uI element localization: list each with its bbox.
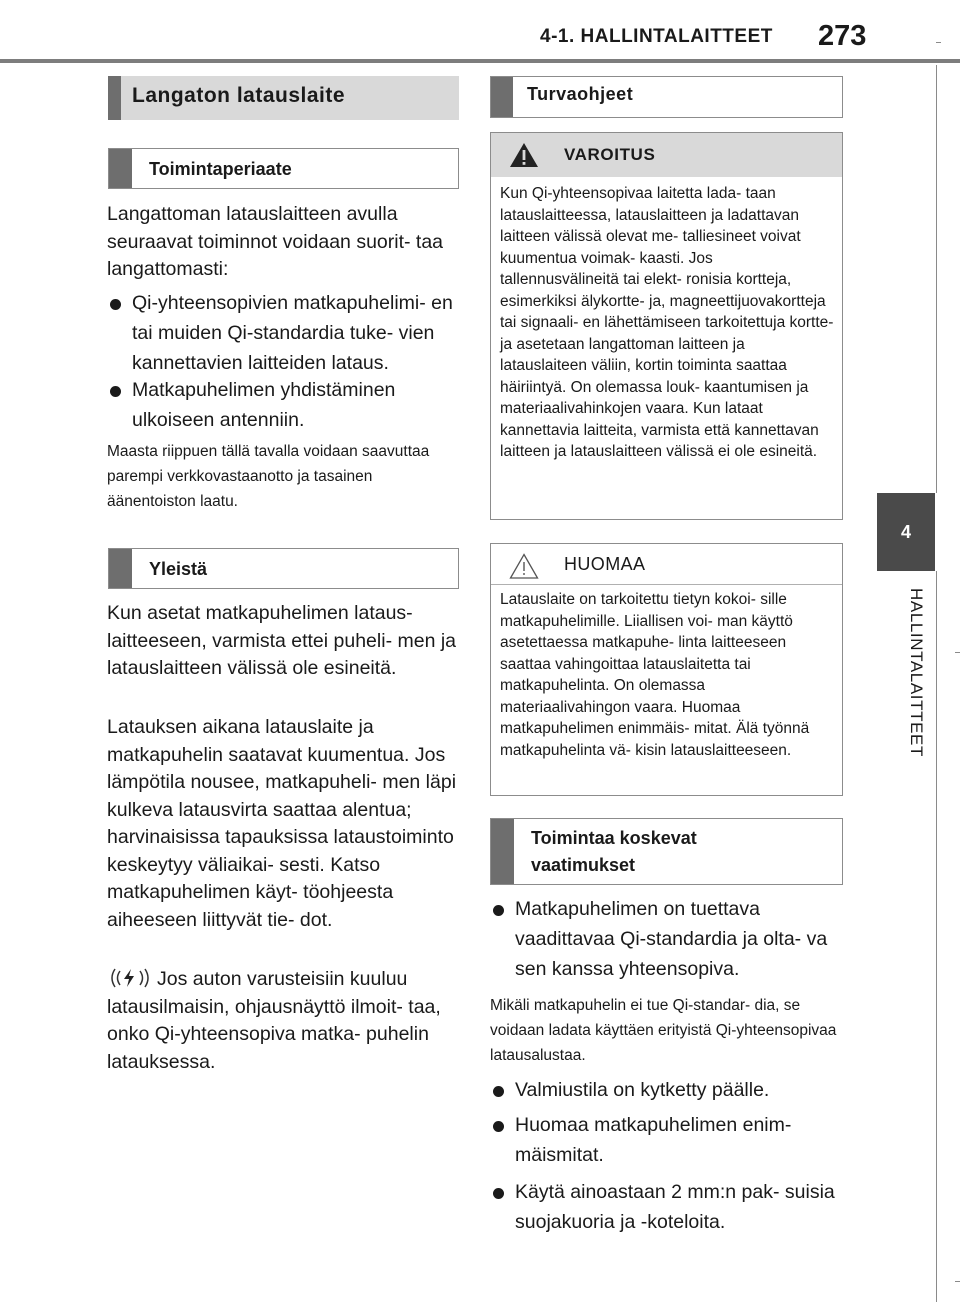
bullet-dot <box>110 386 121 397</box>
subheading-requirements <box>490 818 843 885</box>
general-paragraph-1: Kun asetat matkapuhelimen lataus- laitteeseen, varmista ettei puheli- men ja latauslaitteen välissä ole esineitä. <box>107 602 457 679</box>
general-paragraph-3: Jos auton varusteisiin kuuluu latausilmaisin, ohjausnäyttö ilmoit- taa, onko Qi-yhteensopiva matka- puhelin latauksessa. <box>107 968 441 1073</box>
bullet-dot <box>493 1121 504 1132</box>
margin-tick <box>955 1281 960 1282</box>
list-item <box>110 288 456 378</box>
list-item-text: Käytä ainoastaan 2 mm:n pak- suisia suojakuoria ja -koteloita. <box>515 1181 835 1233</box>
margin-tick <box>955 652 960 653</box>
list-item-text: Matkapuhelimen on tuettava vaadittavaa Qi-standardia ja olta- va sen kanssa yhteensopiva. <box>515 898 828 980</box>
bullet-dot <box>110 299 121 310</box>
chapter-header: 4-1. HALLINTALAITTEET <box>540 26 773 47</box>
side-divider-bottom <box>936 571 937 1302</box>
bullet-dot <box>493 905 504 916</box>
notice-label: HUOMAA <box>564 554 646 574</box>
notice-text: Latauslaite on tarkoitettu tietyn kokoi- sille matkapuhelimille. Liiallisen voi- man käyttö asetettaessa matkapuhe- linta laitteeseen saattaa vahingoittaa latauslaitetta tai matkapuhelinta. On olemassa materiaalivahingon vaara. Huomaa matkapuhelimen enimmäis- mitat. Älä työnnä matkapuhelinta vä- kisin latauslaitteeseen. <box>500 591 810 759</box>
subheading-bar <box>109 149 132 188</box>
section-heading-text: Langaton latauslaite <box>132 84 346 107</box>
subheading-bar <box>491 819 514 884</box>
chapter-side-label: HALLINTALAITTEET <box>907 588 926 757</box>
heading-bar <box>108 76 121 120</box>
subheading-bar <box>109 549 132 588</box>
warning-text: Kun Qi-yhteensopivaa laitetta lada- taan latauslaitteessa, latauslaitteen ja ladattavan laitteen välissä olevat me- talliesineet voivat kuumentua voimak- kaasti. Jos tallennusvälineitä tai elekt- ronisia kortteja, esimerkiksi älykortte- ja, magneettijuovakortteja tai signaali- en lähettämiseen tarkoitettuja kortte- ja asetetaan langattoman laitteen ja latauslaiteen väliin, kortin toiminta saattaa häiriintyä. On olemassa louk- kaantumisen ja materiaalivahinkojen vaara. Kun lataat kannettavia laitteita, varmista että kannettavan laitteen ja latauslaitteen välissä ei ole esineitä. <box>500 185 834 460</box>
bullet-dot <box>493 1086 504 1097</box>
list-item <box>493 1075 843 1105</box>
margin-tick <box>936 42 941 43</box>
warning-label: VAROITUS <box>564 145 656 164</box>
subheading-text: Yleistä <box>149 559 208 579</box>
warning-header <box>491 133 842 177</box>
page-number: 273 <box>818 20 867 52</box>
list-item <box>110 375 456 435</box>
side-divider-top <box>936 65 937 493</box>
header-rule <box>0 59 960 63</box>
notice-header <box>491 544 842 588</box>
list-item-text: Qi-yhteensopivien matkapuhelimi- en tai muiden Qi-standardia tuke- vien kannettavien laitteiden lataus. <box>132 292 453 374</box>
notice-box <box>490 543 843 796</box>
warning-box <box>490 132 843 520</box>
notice-divider <box>491 584 842 585</box>
notice-triangle-icon <box>509 553 539 579</box>
list-item-text: Matkapuhelimen yhdistäminen ulkoiseen antenniin. <box>132 379 396 431</box>
list-item <box>493 1110 843 1170</box>
subheading-general <box>108 548 459 589</box>
intro-paragraph: Langattoman latauslaitteen avulla seuraavat toiminnot voidaan suorit- taa langattomasti: <box>107 203 444 280</box>
subheading-text: Toimintaperiaate <box>149 159 292 179</box>
bullet-dot <box>493 1188 504 1199</box>
small-note: Mikäli matkapuhelin ei tue Qi-standar- dia, se voidaan ladata käyttäen erityistä Qi-yhteensopivaa latausalustaa. <box>490 997 837 1064</box>
section-heading-safety <box>490 76 843 118</box>
list-item <box>493 1177 843 1237</box>
small-note: Maasta riippuen tällä tavalla voidaan saavuttaa parempi verkkovastaanotto ja tasainen äänentoiston laatu. <box>107 443 430 510</box>
general-paragraph-2: Latauksen aikana latauslaite ja matkapuhelin saatavat kuumentua. Jos lämpötila nousee, matkapuheli- men läpi kulkeva latausvirta saattaa alentua; harvinaisissa tapauksissa lataustoiminto keskeytyy väliaikai- sesti. Katso matkapuhelimen käyt- töohjeesta aiheeseen liittyvät tie- dot. <box>107 716 457 931</box>
section-heading-text: Turvaohjeet <box>527 84 634 104</box>
subheading-operating-principle <box>108 148 459 189</box>
list-item <box>493 894 843 984</box>
heading-bar <box>491 77 513 117</box>
list-item-text: Huomaa matkapuhelimen enim- mäismitat. <box>515 1114 792 1166</box>
chapter-tab: 4 <box>877 493 935 571</box>
warning-triangle-icon <box>509 142 539 168</box>
list-item-text: Valmiustila on kytketty päälle. <box>515 1079 770 1101</box>
subheading-text: Toimintaa koskevat vaatimukset <box>531 828 697 875</box>
section-heading-wireless-charger <box>108 76 459 120</box>
